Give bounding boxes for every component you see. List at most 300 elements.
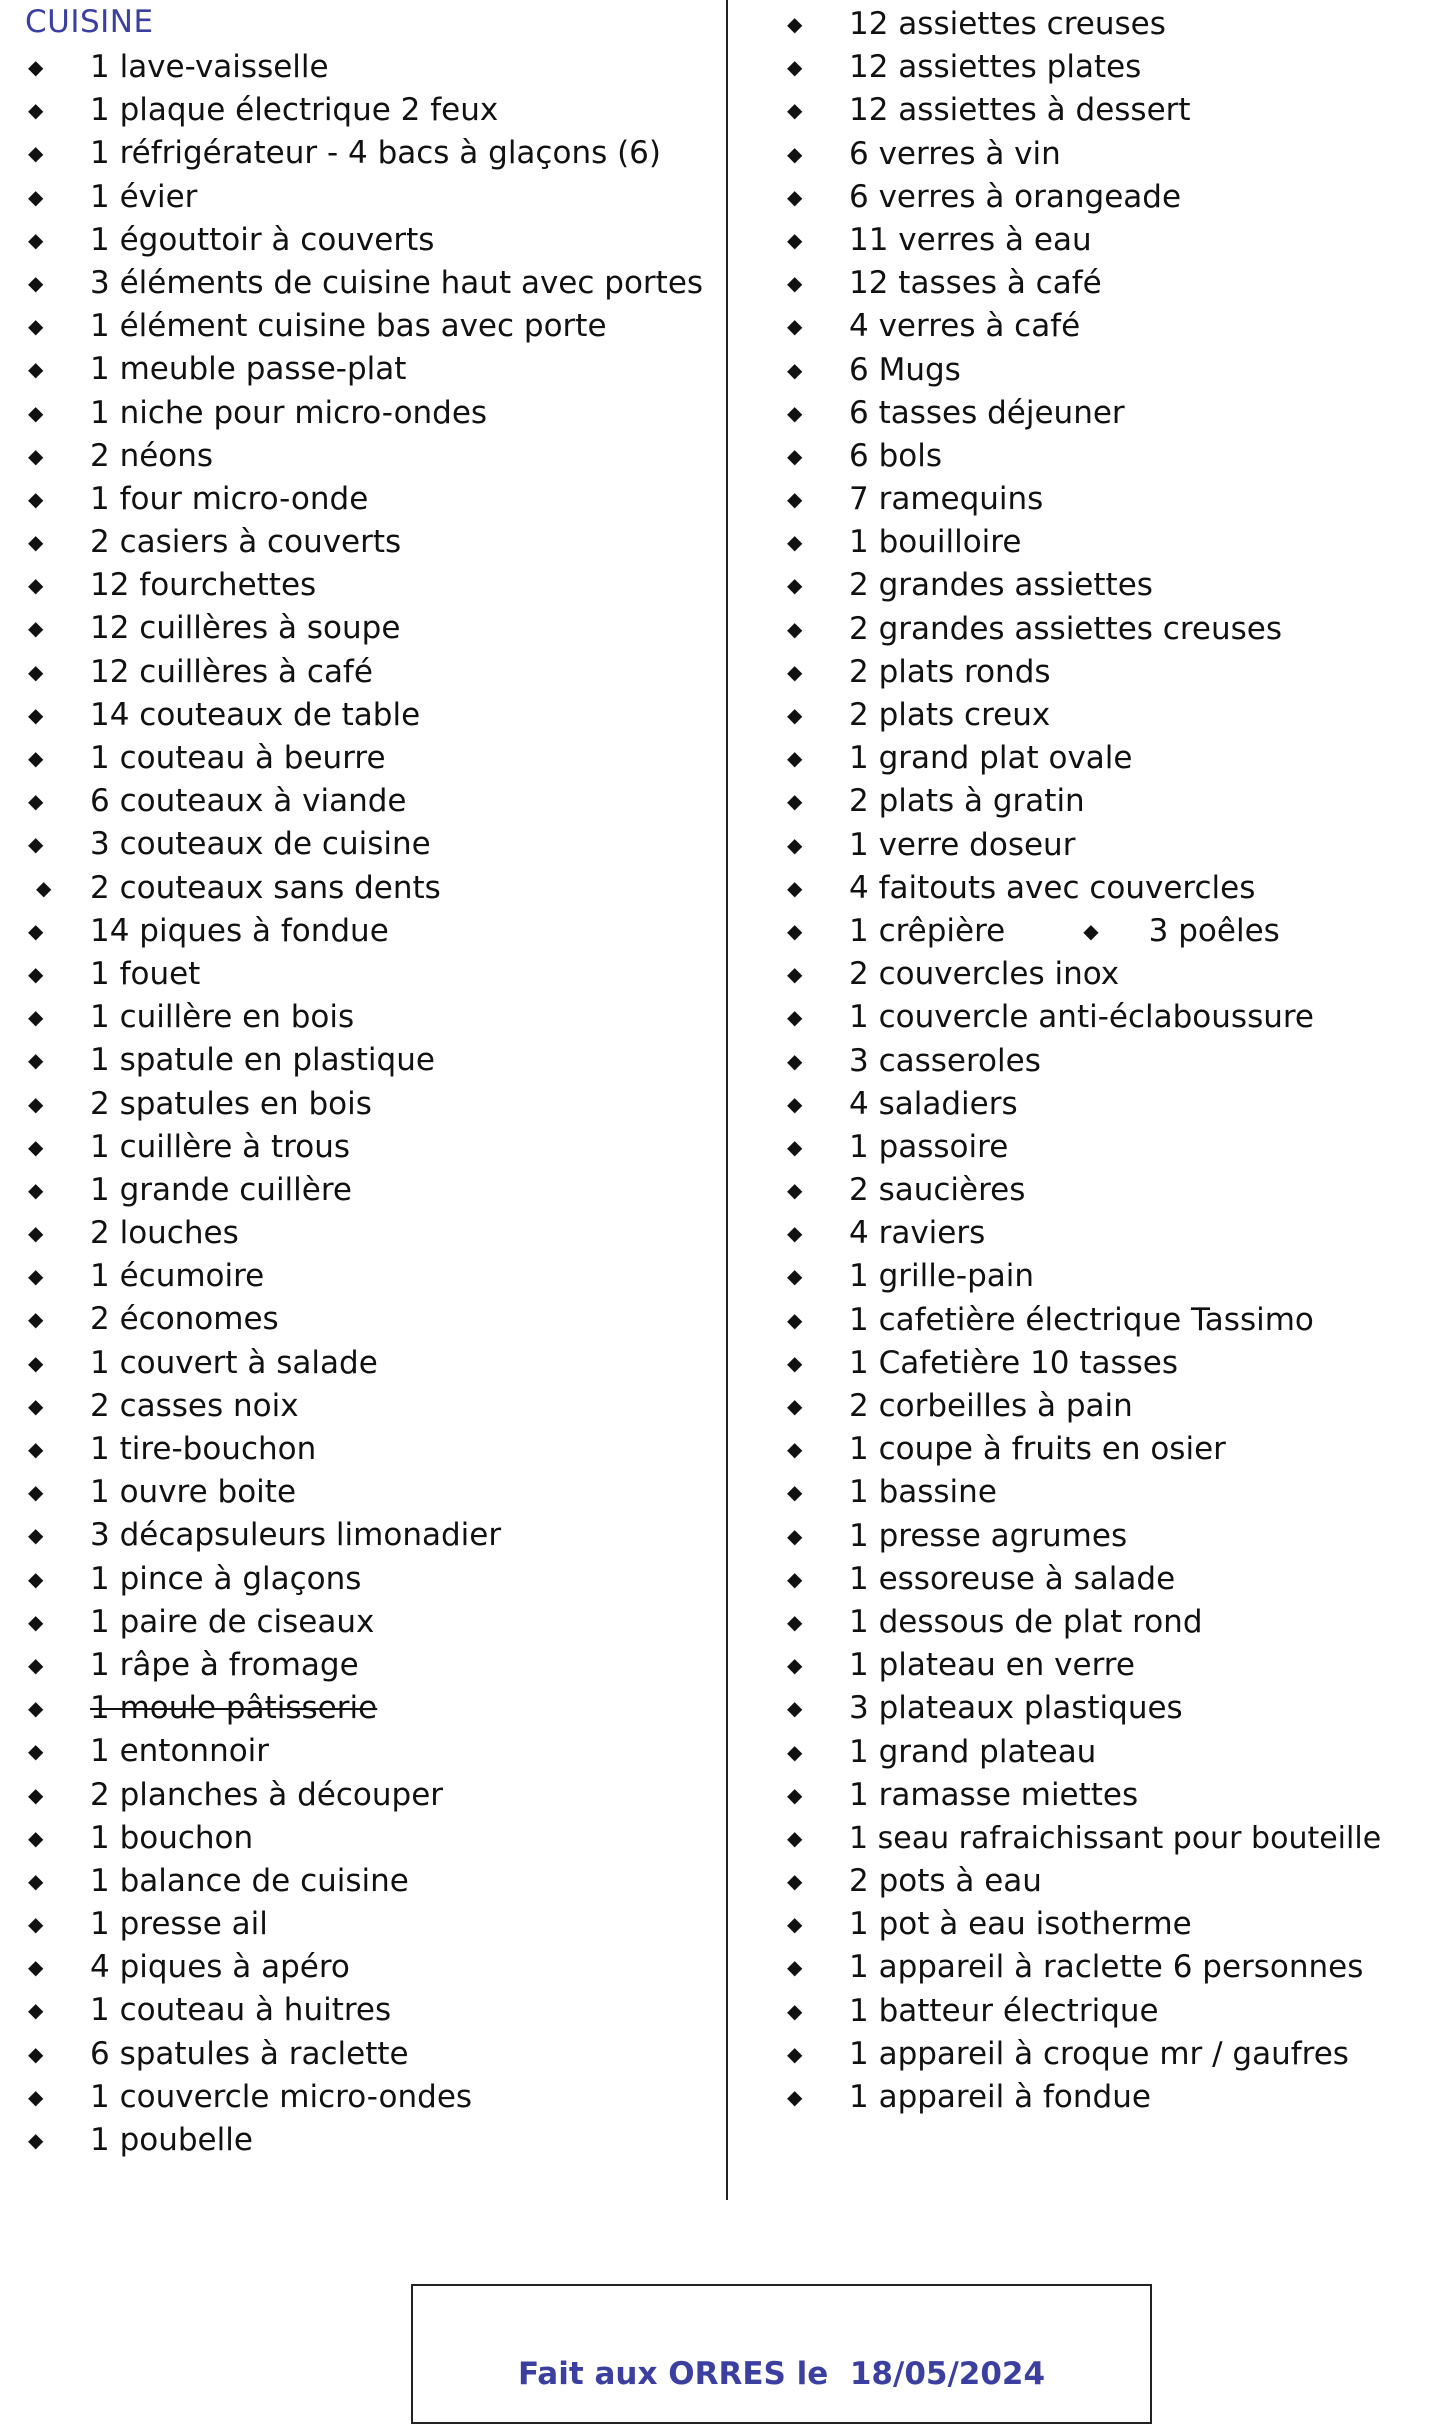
list-item-label: 1 meuble passe-plat xyxy=(90,351,407,388)
list-item xyxy=(784,1428,1424,1471)
bullet-icon: ◆ xyxy=(787,1091,803,1116)
bullet-icon: ◆ xyxy=(28,400,44,425)
list-item-label: 2 néons xyxy=(90,437,214,474)
list-item xyxy=(25,219,715,262)
bullet-icon: ◆ xyxy=(28,1998,44,2023)
list-item-label: 2 grandes assiettes creuses xyxy=(849,610,1282,647)
list-item xyxy=(25,1687,715,1730)
list-item xyxy=(25,1514,715,1557)
bullet-icon: ◆ xyxy=(787,357,803,382)
bullet-icon: ◆ xyxy=(28,659,44,684)
bullet-icon: ◆ xyxy=(28,1048,44,1073)
bullet-icon: ◆ xyxy=(28,55,44,79)
list-item-label: 1 balance de cuisine xyxy=(90,1862,409,1899)
list-item-label: 1 plateau en verre xyxy=(849,1647,1135,1684)
list-item-label: 7 ramequins xyxy=(849,481,1044,518)
list-item-label: 4 piques à apéro xyxy=(90,1949,350,1986)
bullet-icon: ◆ xyxy=(28,1739,44,1764)
list-item-label: 1 grille-pain xyxy=(849,1258,1035,1295)
list-item xyxy=(25,564,715,607)
list-item-label: 1 évier xyxy=(90,178,198,215)
bullet-icon: ◆ xyxy=(787,2041,803,2066)
list-item xyxy=(25,1860,715,1903)
list-item xyxy=(784,1946,1424,1989)
list-item xyxy=(25,132,715,175)
bullet-icon: ◆ xyxy=(28,746,44,770)
list-item-label: 6 verres à vin xyxy=(849,135,1061,172)
bullet-icon: ◆ xyxy=(1083,918,1099,943)
list-item-label: 6 bols xyxy=(849,437,942,474)
bullet-icon: ◆ xyxy=(28,961,44,986)
list-item xyxy=(784,651,1424,694)
bullet-icon: ◆ xyxy=(28,1782,44,1807)
list-item xyxy=(784,1255,1424,1298)
list-item xyxy=(784,1515,1424,1558)
list-item-label: 2 louches xyxy=(90,1215,239,1252)
bullet-icon: ◆ xyxy=(787,12,803,36)
bullet-icon: ◆ xyxy=(787,659,803,684)
bullet-icon: ◆ xyxy=(787,875,803,900)
bullet-icon: ◆ xyxy=(28,616,44,641)
list-item xyxy=(784,1601,1424,1644)
bullet-icon: ◆ xyxy=(787,1307,803,1332)
list-item xyxy=(784,2033,1424,2076)
bullet-icon: ◆ xyxy=(28,1264,44,1289)
list-item-label: 1 verre doseur xyxy=(849,826,1076,863)
list-item xyxy=(25,1083,715,1126)
bullet-icon: ◆ xyxy=(28,1134,44,1159)
bullet-icon: ◆ xyxy=(28,1091,44,1116)
list-item-label: 2 plats creux xyxy=(849,697,1051,733)
bullet-icon: ◆ xyxy=(28,2128,44,2152)
bullet-icon: ◆ xyxy=(787,1825,803,1850)
list-item-label: 1 appareil à croque mr / gaufres xyxy=(849,2035,1349,2072)
list-item-label: 1 bassine xyxy=(849,1474,997,1511)
bullet-icon: ◆ xyxy=(787,530,803,555)
list-item xyxy=(25,1385,715,1428)
list-item xyxy=(25,1212,715,1255)
list-item-label: 2 casses noix xyxy=(90,1387,299,1424)
list-item xyxy=(25,1558,715,1601)
bullet-icon: ◆ xyxy=(787,1264,803,1289)
list-item xyxy=(25,1644,715,1687)
bullet-icon: ◆ xyxy=(787,314,803,339)
list-item-label: 12 cuillères à café xyxy=(90,653,373,690)
bullet-icon: ◆ xyxy=(787,1394,803,1418)
list-item-label: 1 appareil à fondue xyxy=(849,2079,1151,2115)
list-item xyxy=(784,349,1424,392)
bullet-icon: ◆ xyxy=(787,1221,803,1246)
list-item-label: 1 pot à eau isotherme xyxy=(849,1906,1192,1943)
list-item xyxy=(25,607,715,650)
list-item-label: 6 Mugs xyxy=(849,351,961,388)
bullet-icon: ◆ xyxy=(787,789,803,814)
bullet-icon: ◆ xyxy=(28,1566,44,1591)
list-item-label: 1 coupe à fruits en osier xyxy=(849,1431,1226,1468)
list-item-label: 1 grande cuillère xyxy=(90,1171,352,1208)
list-item-label: 6 verres à orangeade xyxy=(849,178,1182,215)
bullet-icon: ◆ xyxy=(787,573,803,598)
list-item-label: 2 plats à gratin xyxy=(849,783,1085,820)
list-item-label: 4 saladiers xyxy=(849,1085,1018,1122)
list-item-label: 2 couvercles inox xyxy=(849,956,1120,993)
list-item-label: 1 ouvre boite xyxy=(90,1474,297,1511)
list-item xyxy=(784,824,1424,867)
list-item-label: 6 spatules à raclette xyxy=(90,2035,409,2072)
bullet-icon: ◆ xyxy=(28,98,44,123)
list-item-label: 1 tire-bouchon xyxy=(90,1431,317,1467)
bullet-icon: ◆ xyxy=(787,271,803,296)
list-item-label: 1 dessous de plat rond xyxy=(849,1603,1203,1640)
bullet-icon: ◆ xyxy=(36,875,52,900)
bullet-icon: ◆ xyxy=(787,1739,803,1764)
list-item xyxy=(25,176,715,219)
bullet-icon: ◆ xyxy=(28,357,44,382)
bullet-icon: ◆ xyxy=(787,1696,803,1721)
list-item-label: 1 spatule en plastique xyxy=(90,1042,435,1079)
list-item-label: 1 élément cuisine bas avec porte xyxy=(90,308,607,345)
list-item xyxy=(784,392,1424,435)
list-item-label: 1 grand plateau xyxy=(849,1733,1097,1770)
list-item xyxy=(25,1601,715,1644)
list-item-label: 1 poubelle xyxy=(90,2122,253,2158)
bullet-icon: ◆ xyxy=(28,702,44,727)
list-item xyxy=(25,1774,715,1817)
bullet-icon: ◆ xyxy=(28,2084,44,2109)
bullet-icon: ◆ xyxy=(787,1178,803,1203)
list-item-label: 2 couteaux sans dents xyxy=(90,869,441,906)
list-item xyxy=(25,2076,715,2119)
bullet-icon: ◆ xyxy=(787,2085,803,2109)
list-item xyxy=(25,737,715,780)
list-item xyxy=(25,1126,715,1169)
list-item xyxy=(25,1903,715,1946)
list-item xyxy=(784,133,1424,176)
bullet-icon: ◆ xyxy=(787,1048,803,1073)
list-item xyxy=(25,1298,715,1341)
list-item-label: 3 casseroles xyxy=(849,1042,1041,1079)
list-item-label: 2 plats ronds xyxy=(849,653,1051,690)
bullet-icon: ◆ xyxy=(28,1523,44,1548)
list-item xyxy=(784,953,1424,996)
list-item xyxy=(784,1774,1424,1817)
bullet-icon: ◆ xyxy=(787,227,803,252)
list-item-label: 4 faitouts avec couvercles xyxy=(849,869,1256,906)
list-item xyxy=(25,780,715,823)
bullet-icon: ◆ xyxy=(28,1437,44,1461)
list-item-label: 1 appareil à raclette 6 personnes xyxy=(849,1949,1364,1986)
list-item-label: 12 cuillères à soupe xyxy=(90,610,401,647)
list-item xyxy=(784,1558,1424,1601)
list-item xyxy=(784,176,1424,219)
list-item xyxy=(784,478,1424,521)
bullet-icon: ◆ xyxy=(28,1393,44,1418)
list-item xyxy=(784,910,1424,953)
list-item xyxy=(784,1903,1424,1946)
bullet-icon: ◆ xyxy=(787,1566,803,1591)
bullet-icon: ◆ xyxy=(787,184,803,209)
list-item-label: 12 assiettes à dessert xyxy=(849,92,1191,129)
list-item-label: 1 cafetière électrique Tassimo xyxy=(849,1301,1314,1338)
bullet-icon: ◆ xyxy=(28,141,44,166)
list-item xyxy=(25,1817,715,1860)
bullet-icon: ◆ xyxy=(787,1955,803,1980)
list-item xyxy=(25,1730,715,1773)
list-item xyxy=(784,262,1424,305)
section-title-cuisine: CUISINE xyxy=(25,4,154,40)
list-item xyxy=(784,1040,1424,1083)
list-item-label: 2 planches à découper xyxy=(90,1776,444,1813)
list-item xyxy=(784,1990,1424,2033)
bullet-icon: ◆ xyxy=(28,1307,44,1332)
bullet-icon: ◆ xyxy=(28,789,44,814)
bullet-icon: ◆ xyxy=(787,1609,803,1634)
bullet-icon: ◆ xyxy=(28,1221,44,1246)
list-item-label: 1 écumoire xyxy=(90,1258,265,1295)
list-item-label: 1 fouet xyxy=(90,955,201,992)
bullet-icon: ◆ xyxy=(28,1652,44,1677)
list-item xyxy=(25,1255,715,1298)
list-item-label: 1 passoire xyxy=(849,1128,1009,1165)
list-item-label: 1 crêpière xyxy=(849,912,1006,949)
list-item xyxy=(784,1083,1424,1126)
column-divider xyxy=(726,0,728,2200)
bullet-icon: ◆ xyxy=(28,1868,44,1893)
list-item xyxy=(25,1039,715,1082)
list-item-label: 1 presse ail xyxy=(90,1906,268,1943)
list-item-label: 1 plaque électrique 2 feux xyxy=(90,92,499,129)
bullet-icon: ◆ xyxy=(787,487,803,512)
list-item xyxy=(25,305,715,348)
list-item xyxy=(25,867,715,910)
bullet-icon: ◆ xyxy=(787,443,803,468)
list-item-label: 1 égouttoir à couverts xyxy=(90,221,435,258)
list-item-label: 1 Cafetière 10 tasses xyxy=(849,1344,1179,1381)
list-item xyxy=(784,737,1424,780)
list-item-label: 2 saucières xyxy=(849,1172,1026,1209)
list-item-label: 1 bouilloire xyxy=(849,524,1022,561)
bullet-icon: ◆ xyxy=(787,141,803,166)
list-item-label: 1 râpe à fromage xyxy=(90,1646,359,1683)
list-item-label: 3 couteaux de cuisine xyxy=(90,826,431,863)
list-item-label: 2 économes xyxy=(90,1301,279,1338)
bullet-icon: ◆ xyxy=(787,703,803,727)
bullet-icon: ◆ xyxy=(28,832,44,857)
list-item-label: 3 plateaux plastiques xyxy=(849,1690,1183,1727)
bullet-icon: ◆ xyxy=(787,832,803,857)
list-item-label: 1 moule pâtisserie xyxy=(90,1690,378,1727)
list-item xyxy=(25,435,715,478)
list-item xyxy=(784,1342,1424,1385)
bullet-icon: ◆ xyxy=(28,1696,44,1721)
list-item xyxy=(784,694,1424,737)
bullet-icon: ◆ xyxy=(787,962,803,987)
bullet-icon: ◆ xyxy=(28,1825,44,1850)
list-item xyxy=(784,3,1424,46)
list-item-label: 1 batteur électrique xyxy=(849,1992,1159,2029)
bullet-icon: ◆ xyxy=(28,573,44,598)
bullet-icon: ◆ xyxy=(787,1350,803,1375)
list-item xyxy=(784,435,1424,478)
list-item-label: 1 seau rafraichissant pour bouteille xyxy=(849,1820,1382,1856)
bullet-icon: ◆ xyxy=(787,1912,803,1937)
list-item-label: 1 presse agrumes xyxy=(849,1517,1128,1554)
list-item-label: 1 couteau à beurre xyxy=(90,740,386,776)
list-item-label: 2 spatules en bois xyxy=(90,1085,372,1122)
list-item xyxy=(25,478,715,521)
list-item-label: 1 bouchon xyxy=(90,1819,254,1856)
list-item-label: 3 poêles xyxy=(1148,912,1280,949)
bullet-icon: ◆ xyxy=(28,1005,44,1030)
list-item-label: 3 décapsuleurs limonadier xyxy=(90,1517,502,1554)
list-item-label: 14 piques à fondue xyxy=(90,912,389,949)
bullet-icon: ◆ xyxy=(787,400,803,425)
list-item xyxy=(25,2119,715,2162)
list-item xyxy=(25,262,715,305)
list-item xyxy=(784,564,1424,607)
list-item xyxy=(25,46,715,89)
list-item xyxy=(784,1860,1424,1903)
bullet-icon: ◆ xyxy=(787,1437,803,1462)
bullet-icon: ◆ xyxy=(787,746,803,771)
bullet-icon: ◆ xyxy=(787,1653,803,1678)
list-item-label: 1 entonnoir xyxy=(90,1733,270,1770)
list-item-label: 1 paire de ciseaux xyxy=(90,1603,375,1640)
list-item-label: 2 grandes assiettes xyxy=(849,567,1153,604)
list-item-label: 1 lave-vaisselle xyxy=(90,49,329,85)
list-item-label: 1 cuillère à trous xyxy=(90,1128,351,1165)
list-item xyxy=(25,1471,715,1514)
list-item xyxy=(784,1299,1424,1342)
list-item-label: 1 cuillère en bois xyxy=(90,999,355,1036)
list-item xyxy=(784,1126,1424,1169)
list-item-label: 2 casiers à couverts xyxy=(90,524,402,561)
bullet-icon: ◆ xyxy=(787,616,803,641)
list-item-label: 1 réfrigérateur - 4 bacs à glaçons (6) xyxy=(90,135,662,172)
list-item-label: 2 pots à eau xyxy=(849,1863,1042,1900)
list-item xyxy=(784,867,1424,910)
bullet-icon: ◆ xyxy=(787,1134,803,1159)
list-item-label: 1 grand plat ovale xyxy=(849,740,1133,777)
bullet-icon: ◆ xyxy=(787,918,803,943)
bullet-icon: ◆ xyxy=(28,918,44,943)
list-item-label: 1 ramasse miettes xyxy=(849,1776,1139,1813)
bullet-icon: ◆ xyxy=(787,1480,803,1505)
list-item xyxy=(784,1169,1424,1212)
list-item xyxy=(784,219,1424,262)
list-item xyxy=(784,1385,1424,1428)
bullet-icon: ◆ xyxy=(28,1480,44,1505)
bullet-icon: ◆ xyxy=(28,486,44,511)
bullet-icon: ◆ xyxy=(787,1782,803,1807)
list-item-label: 12 assiettes creuses xyxy=(849,6,1166,42)
bullet-icon: ◆ xyxy=(28,227,44,252)
list-item xyxy=(25,1342,715,1385)
bullet-icon: ◆ xyxy=(787,1869,803,1894)
list-item-label: 1 couteau à huitres xyxy=(90,1992,392,2029)
list-item-label: 12 tasses à café xyxy=(849,265,1102,302)
signature-box xyxy=(411,2284,1152,2424)
list-item xyxy=(25,89,715,132)
bullet-icon: ◆ xyxy=(28,1350,44,1375)
list-item-label: 3 éléments de cuisine haut avec portes xyxy=(90,264,704,301)
list-item xyxy=(25,694,715,737)
list-item xyxy=(784,46,1424,89)
list-item xyxy=(784,1687,1424,1730)
list-item-label: 12 assiettes plates xyxy=(849,49,1142,86)
list-item xyxy=(25,1946,715,1989)
list-item-label: 11 verres à eau xyxy=(849,221,1092,258)
bullet-icon: ◆ xyxy=(28,1912,44,1937)
bullet-icon: ◆ xyxy=(787,55,803,80)
bullet-icon: ◆ xyxy=(28,1609,44,1634)
bullet-icon: ◆ xyxy=(787,1005,803,1030)
list-item xyxy=(25,910,715,953)
bullet-icon: ◆ xyxy=(787,1998,803,2023)
list-item xyxy=(25,823,715,866)
list-item xyxy=(784,780,1424,823)
list-item xyxy=(784,89,1424,132)
list-item-label: 1 pince à glaçons xyxy=(90,1560,362,1597)
list-item xyxy=(25,392,715,435)
list-item-label: 1 couvercle micro-ondes xyxy=(90,2078,473,2115)
list-item xyxy=(25,1989,715,2032)
list-item-label: 1 couvercle anti-éclaboussure xyxy=(849,999,1314,1036)
list-item xyxy=(25,953,715,996)
list-item xyxy=(784,521,1424,564)
list-item xyxy=(784,608,1424,651)
list-item xyxy=(25,348,715,391)
list-item-label: 14 couteaux de table xyxy=(90,696,421,733)
list-item xyxy=(784,1212,1424,1255)
bullet-icon: ◆ xyxy=(28,1177,44,1202)
bullet-icon: ◆ xyxy=(787,1523,803,1548)
list-item xyxy=(784,2076,1424,2119)
list-item xyxy=(25,651,715,694)
list-item-label: 1 four micro-onde xyxy=(90,480,369,517)
footer-date-text: Fait aux ORRES le 18/05/2024 xyxy=(517,2356,1046,2392)
bullet-icon: ◆ xyxy=(28,2041,44,2066)
list-item xyxy=(25,996,715,1039)
bullet-icon: ◆ xyxy=(28,184,44,209)
bullet-icon: ◆ xyxy=(28,314,44,339)
list-item-label: 2 corbeilles à pain xyxy=(849,1388,1133,1424)
list-item-label: 1 essoreuse à salade xyxy=(849,1560,1176,1597)
list-item xyxy=(784,996,1424,1039)
list-item xyxy=(784,1731,1424,1774)
bullet-icon: ◆ xyxy=(28,270,44,295)
list-item xyxy=(784,1471,1424,1514)
list-item-label: 4 raviers xyxy=(849,1215,986,1252)
list-item xyxy=(784,1644,1424,1687)
list-item xyxy=(784,305,1424,348)
list-item xyxy=(25,2033,715,2076)
list-item xyxy=(25,521,715,564)
list-item-label: 1 niche pour micro-ondes xyxy=(90,394,488,431)
bullet-icon: ◆ xyxy=(28,1955,44,1980)
list-item-label: 12 fourchettes xyxy=(90,567,317,604)
list-item-label: 6 couteaux à viande xyxy=(90,783,407,820)
list-item-label: 1 couvert à salade xyxy=(90,1344,378,1381)
list-item-label: 4 verres à café xyxy=(849,308,1081,345)
inventory-list-left xyxy=(25,46,715,2162)
inventory-list-right xyxy=(784,3,1424,2119)
bullet-icon: ◆ xyxy=(28,443,44,468)
list-item xyxy=(784,1817,1424,1860)
list-item-label: 6 tasses déjeuner xyxy=(849,394,1125,431)
bullet-icon: ◆ xyxy=(787,98,803,123)
list-item xyxy=(25,1428,715,1471)
